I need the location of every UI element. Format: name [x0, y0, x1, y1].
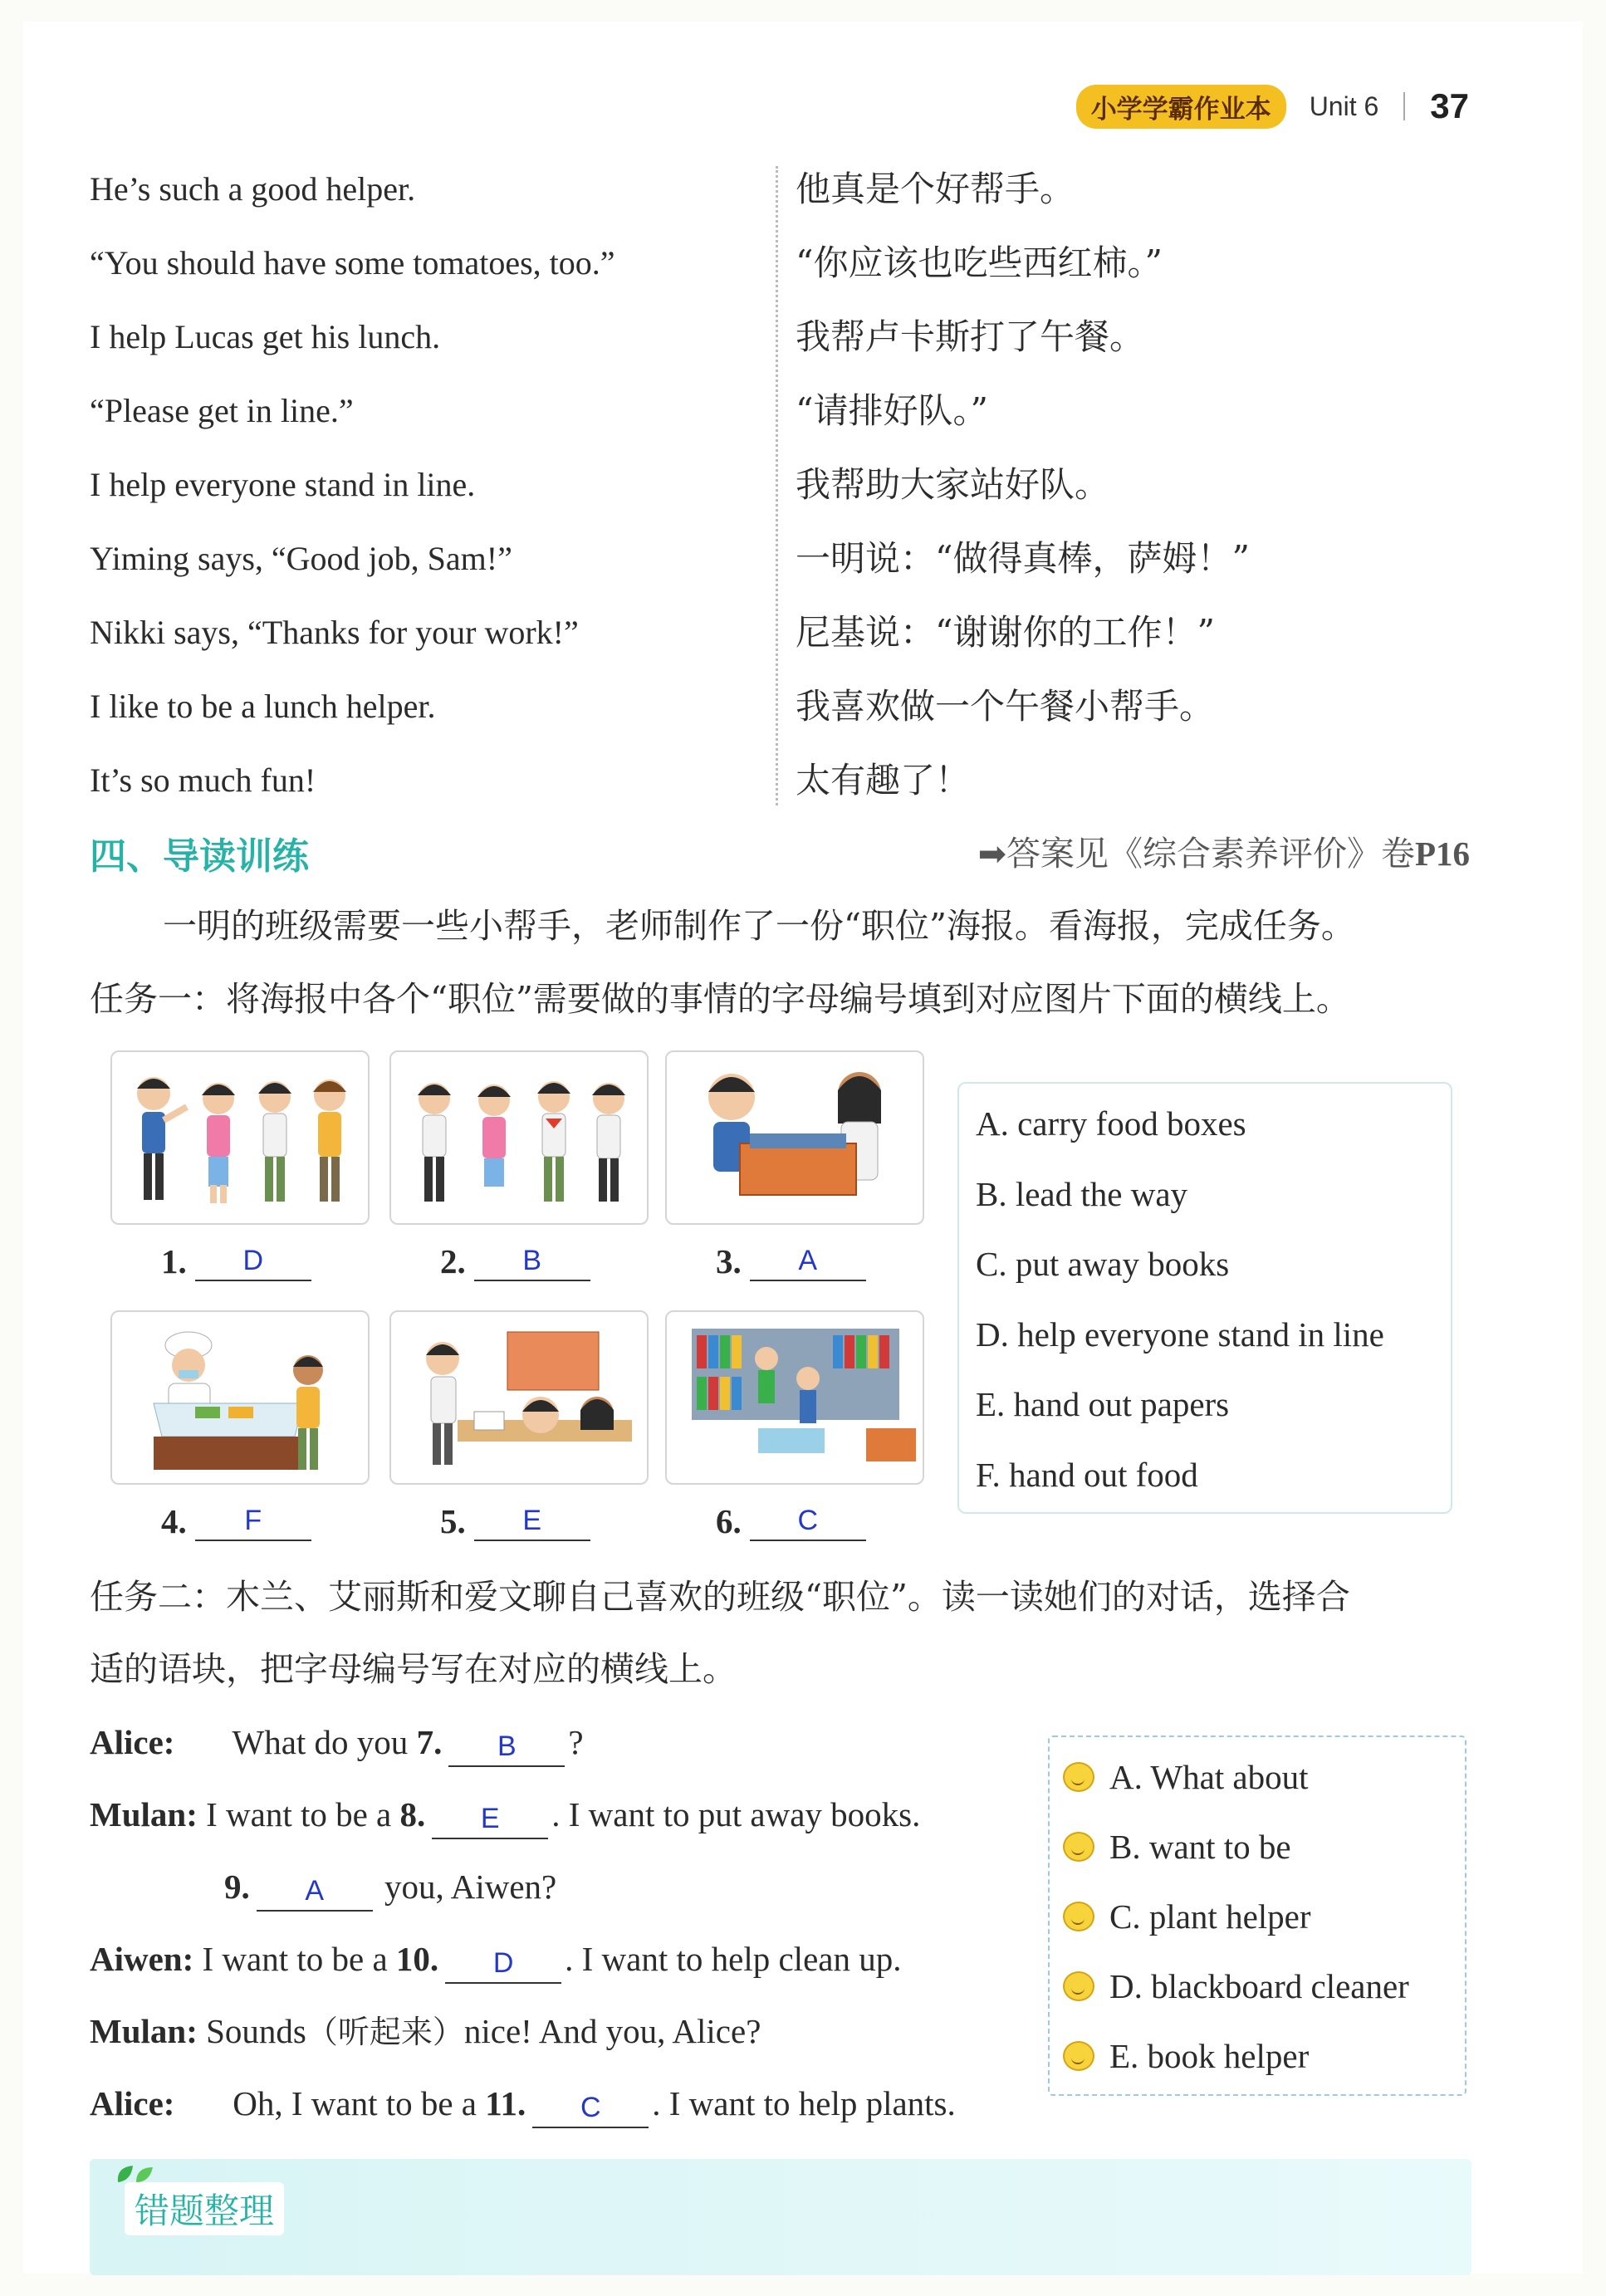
unit-label: Unit 6 — [1309, 91, 1379, 121]
phrase-option — [1063, 2021, 1465, 2091]
item-number: 3. — [716, 1242, 742, 1280]
dialogue-line-11 — [90, 2078, 956, 2128]
item-number: 4. — [161, 1502, 187, 1540]
dialogue-text: I want to be a — [202, 1940, 388, 1978]
story-line-zh: 我帮助大家站好队。 — [796, 464, 1110, 505]
dialogue-text: What do you — [232, 1723, 409, 1761]
task1-item-6 — [716, 1501, 866, 1541]
picture-line-up-kids — [110, 1050, 370, 1225]
item-number: 10. — [395, 1940, 439, 1978]
answer-blank-5[interactable]: E — [474, 1501, 590, 1541]
item-number: 1. — [161, 1242, 187, 1280]
task1-item-2 — [440, 1241, 590, 1281]
task1-item-3 — [716, 1241, 866, 1281]
job-options-box — [957, 1082, 1452, 1514]
story-line-zh: 尼基说：“谢谢你的工作！” — [796, 612, 1215, 653]
phrase-option-text: A. What about — [1109, 1758, 1309, 1796]
phrase-option-text: B. want to be — [1109, 1828, 1291, 1866]
item-number: 5. — [440, 1502, 466, 1540]
dialogue-text: . I want to help plants. — [652, 2084, 956, 2122]
task1-item-5 — [440, 1501, 590, 1541]
speaker: Mulan: — [90, 2012, 198, 2050]
story-line-zh: 他真是个好帮手。 — [796, 169, 1075, 209]
dialogue-line-mulan — [90, 2006, 761, 2056]
leaf-icon — [113, 2162, 156, 2184]
story-line-zh: 太有趣了！ — [796, 760, 971, 800]
answer-blank-1[interactable]: D — [195, 1241, 311, 1281]
item-number: 6. — [716, 1502, 742, 1540]
speaker: Alice: — [90, 1723, 175, 1761]
dialogue-text: ? — [568, 1723, 584, 1761]
speaker: Alice: — [90, 2084, 175, 2122]
answer-blank-11[interactable]: C — [532, 2088, 649, 2128]
mistake-notes-title: 错题整理 — [125, 2182, 284, 2235]
picture-carry-boxes — [665, 1050, 924, 1225]
smiley-icon — [1063, 1902, 1094, 1931]
story-line-en: I like to be a lunch helper. — [90, 688, 436, 725]
story-line-en: It’s so much fun! — [90, 761, 316, 799]
intro-paragraph: 一明的班级需要一些小帮手，老师制作了一份“职位”海报。看海报，完成任务。 — [163, 906, 1355, 946]
phrase-options-box — [1048, 1735, 1466, 2096]
answer-blank-6[interactable]: C — [750, 1501, 866, 1541]
answer-reference-text: 答案见《综合素养评价》卷 — [1006, 834, 1415, 874]
task1-item-1 — [161, 1241, 311, 1281]
speaker: Aiwen: — [90, 1940, 194, 1978]
dialogue-text: Oh, I want to be a — [233, 2084, 477, 2122]
item-number: 2. — [440, 1242, 466, 1280]
story-english — [90, 163, 754, 828]
phrase-option — [1063, 1951, 1465, 2021]
mistake-notes-area[interactable] — [90, 2159, 1471, 2275]
story-line-en: “Please get in line.” — [90, 392, 354, 429]
phrase-option — [1063, 1882, 1465, 1951]
answer-reference — [978, 826, 1470, 875]
phrase-option-text: E. book helper — [1109, 2037, 1310, 2075]
phrase-option-text: C. plant helper — [1109, 1897, 1311, 1936]
story-chinese — [796, 163, 1460, 828]
gloss-text: （听起来） — [306, 2014, 464, 2050]
item-number: 7. — [416, 1723, 443, 1761]
phrase-option-text: D. blackboard cleaner — [1109, 1967, 1409, 2005]
answer-blank-10[interactable]: D — [445, 1944, 561, 1984]
job-option: B. lead the way — [976, 1174, 1188, 1213]
page-number: 37 — [1430, 86, 1469, 125]
answer-blank-7[interactable]: B — [448, 1727, 565, 1767]
arrow-right-icon: ➡ — [977, 834, 1006, 874]
item-number: 8. — [399, 1795, 426, 1833]
series-badge: 小学学霸作业本 — [1076, 85, 1286, 129]
story-line-en: He’s such a good helper. — [90, 170, 416, 208]
dialogue-text: I want to be a — [206, 1795, 392, 1833]
answer-blank-9[interactable]: A — [257, 1872, 373, 1912]
task1-item-4 — [161, 1501, 311, 1541]
story-line-zh: 我喜欢做一个午餐小帮手。 — [796, 686, 1215, 727]
speaker: Mulan: — [90, 1795, 198, 1833]
picture-lead-the-way — [389, 1050, 649, 1225]
job-option: F. hand out food — [976, 1455, 1198, 1494]
story-line-zh: 我帮卢卡斯打了午餐。 — [796, 316, 1145, 357]
job-option: D. help everyone stand in line — [976, 1314, 1384, 1354]
dialogue-line-8 — [90, 1789, 920, 1839]
story-line-en: “You should have some tomatoes, too.” — [90, 244, 615, 281]
phrase-option — [1063, 1812, 1465, 1882]
answer-blank-4[interactable]: F — [195, 1501, 311, 1541]
picture-hand-out-food — [110, 1310, 370, 1485]
dialogue-text: Sounds — [206, 2012, 306, 2050]
job-option: E. hand out papers — [976, 1385, 1230, 1423]
picture-hand-out-papers — [389, 1310, 649, 1485]
item-number: 11. — [485, 2084, 526, 2122]
dialogue-text: . I want to help clean up. — [565, 1940, 902, 1978]
dialogue-text: you, Aiwen? — [384, 1868, 557, 1906]
item-number: 9. — [224, 1868, 250, 1906]
page-header — [1076, 83, 1469, 130]
phrase-option — [1063, 1742, 1465, 1812]
dialogue-line-7 — [90, 1717, 584, 1767]
dialogue-line-10 — [90, 1934, 901, 1984]
task1-instruction: 任务一：将海报中各个“职位”需要做的事情的字母编号填到对应图片下面的横线上。 — [90, 979, 1350, 1019]
column-divider — [776, 166, 778, 805]
dialogue-text: nice! And you, Alice? — [463, 2012, 761, 2050]
smiley-icon — [1063, 1832, 1094, 1862]
header-divider — [1403, 92, 1405, 120]
answer-blank-3[interactable]: A — [750, 1241, 866, 1281]
story-line-en: Yiming says, “Good job, Sam!” — [90, 540, 512, 577]
story-line-en: I help Lucas get his lunch. — [90, 318, 441, 355]
dialogue-line-9 — [224, 1862, 556, 1912]
story-line-zh: 一明说：“做得真棒，萨姆！” — [796, 538, 1250, 579]
task2-instruction-line2: 适的语块，把字母编号写在对应的横线上。 — [90, 1649, 737, 1689]
task2-instruction-line1: 任务二：木兰、艾丽斯和爱文聊自己喜欢的班级“职位”。读一读她们的对话，选择合 — [90, 1577, 1350, 1617]
dialogue-text: . I want to put away books. — [551, 1795, 921, 1833]
smiley-icon — [1063, 2041, 1094, 2071]
smiley-icon — [1063, 1762, 1094, 1792]
answer-blank-8[interactable]: E — [432, 1799, 548, 1839]
story-line-zh: “请排好队。” — [796, 390, 988, 431]
story-line-en: Nikki says, “Thanks for your work!” — [90, 614, 579, 651]
answer-blank-2[interactable]: B — [474, 1241, 590, 1281]
answer-reference-page: P16 — [1414, 835, 1470, 873]
job-option: A. carry food boxes — [976, 1104, 1246, 1143]
smiley-icon — [1063, 1971, 1094, 2001]
story-line-zh: “你应该也吃些西红柿。” — [796, 242, 1163, 283]
picture-put-away-books — [665, 1310, 924, 1485]
job-option: C. put away books — [976, 1245, 1230, 1283]
section-title: 四、导读训练 — [90, 835, 309, 878]
story-line-en: I help everyone stand in line. — [90, 466, 476, 503]
